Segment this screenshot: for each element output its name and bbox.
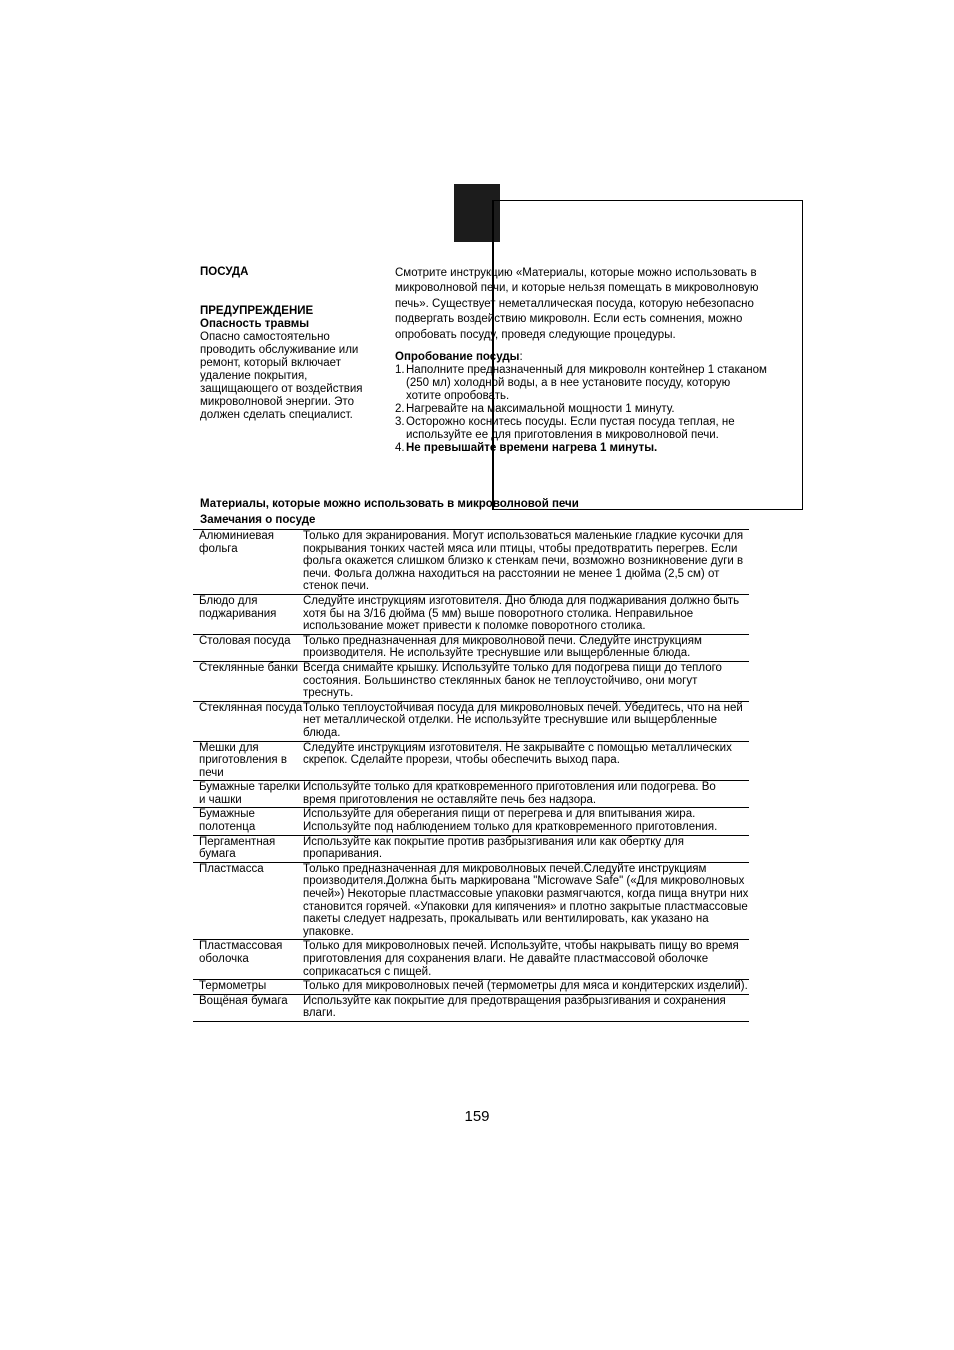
test-step-number: 1. bbox=[395, 364, 405, 377]
material-name: Вощёная бумага bbox=[199, 994, 288, 1007]
material-note: Только для микроволновых печей (термометры для мяса и кондитерских изделий). bbox=[303, 980, 748, 993]
materials-subtitle: Замечания о посуде bbox=[200, 514, 316, 526]
table-row bbox=[193, 808, 749, 835]
table-row bbox=[193, 781, 749, 808]
table-row bbox=[193, 634, 749, 661]
material-name: Мешки для приготовления в печи bbox=[199, 741, 287, 779]
material-note: Только предназначенная для микроволновых печей.Следуйте инструкциям производителя.Должна быть маркирована "Microwave Safe" («Для микроволновых печей») Некоторые пластмассовые упаковки размягчаются, когда пища внутри них становится горячей. «Упаковки для кипячения» и плотно закрытые пластмассовые пакеты следует надрезать, прокалывать или вентилировать, как указано на упаковке. bbox=[303, 862, 749, 938]
material-name: Пластмасса bbox=[199, 862, 264, 875]
table-row bbox=[193, 701, 749, 741]
material-note: Используйте только для кратковременного приготовления или подогрева. Во время приготовления не оставляйте печь без надзора. bbox=[303, 781, 716, 806]
material-note: Только для экранирования. Могут использоваться маленькие гладкие кусочки для покрывания тонких частей мяса или птицы, чтобы предотвратить перегрев. Если фольга окажется слишком близко к стенкам печи, возможно возникновение дуги в печи. Фольга должна находиться на расстоянии не менее 1 дюйма (2,5 см) от стенок печи. bbox=[303, 530, 744, 593]
material-name: Пластмассовая оболочка bbox=[199, 940, 283, 965]
section-title: ПОСУДА bbox=[200, 266, 249, 278]
material-name: Алюминиевая фольга bbox=[199, 530, 274, 555]
material-name: Бумажные полотенца bbox=[199, 808, 256, 834]
test-step-text: Не превышайте времени нагрева 1 минуты. bbox=[406, 442, 658, 455]
test-step-text: Нагревайте на максимальной мощности 1 минуту. bbox=[406, 403, 675, 416]
test-title-suffix: : bbox=[519, 351, 523, 364]
warning-text: Опасно самостоятельно проводить обслуживание или ремонт, который включает удаление покрытия, защищающего от воздействия микроволновой энергии. Это должен сделать специалист. bbox=[200, 331, 363, 421]
left-column bbox=[200, 266, 385, 422]
material-name: Блюдо для поджаривания bbox=[199, 594, 277, 620]
materials-title: Материалы, которые можно использовать в микроволновой печи bbox=[200, 498, 579, 510]
material-note: Только теплоустойчивая посуда для микроволновых печей. Убедитесь, что на ней нет металлической отделки. Не используйте треснувшие или выщербленные блюда. bbox=[303, 701, 743, 739]
material-note: Всегда снимайте крышку. Используйте только для подогрева пищи до теплого состояния. Большинство стеклянных банок не теплоустойчиво, они могут треснуть. bbox=[303, 661, 722, 700]
test-step-number: 3. bbox=[395, 416, 405, 429]
test-step-number: 4. bbox=[395, 442, 405, 455]
table-row bbox=[193, 661, 749, 701]
material-name: Термометры bbox=[199, 980, 267, 993]
material-note: Следуйте инструкциям изготовителя. Не закрывайте с помощью металлических скрепок. Сделайте прорези, чтобы обеспечить выход пара. bbox=[303, 741, 732, 767]
table-row bbox=[193, 994, 749, 1021]
table-row bbox=[193, 862, 749, 940]
table-row bbox=[193, 594, 749, 634]
intro-paragraph: Смотрите инструкцию «Материалы, которые можно использовать в микроволновой печи, и которые нельзя помещать в микроволновую печь». Существует неметаллическая посуда, которую небезопасно подвергать воздействию микроволн. Если есть сомнения, можно опробовать посуду, проведя следующие процедуры. bbox=[395, 267, 759, 341]
material-name: Стеклянные банки bbox=[199, 661, 299, 674]
material-name: Столовая посуда bbox=[199, 634, 291, 647]
material-name: Бумажные тарелки и чашки bbox=[199, 781, 301, 806]
material-note: Используйте как покрытие для предотвращения разбрызгивания и сохранения влаги. bbox=[303, 994, 726, 1020]
test-step-text: Осторожно коснитесь посуды. Если пустая посуда теплая, не используйте ее для приготовления в микроволновой печи. bbox=[406, 416, 735, 442]
table-row bbox=[193, 940, 749, 980]
page-number: 159 bbox=[464, 1108, 490, 1125]
material-note: Используйте как покрытие против разбрызгивания или как обертку для пропаривания. bbox=[303, 835, 684, 861]
materials-table bbox=[193, 529, 749, 1022]
test-step-text: Наполните предназначенный для микроволн контейнер 1 стаканом (250 мл) холодной воды, а в нее установите посуду, которую хотите опробовать. bbox=[406, 364, 767, 403]
material-note: Только для микроволновых печей. Используйте, чтобы накрывать пищу во время приготовления для сохранения влаги. Не давайте пластмассовой оболочке соприкасаться с пищей. bbox=[303, 940, 739, 978]
table-row bbox=[193, 741, 749, 781]
table-row bbox=[193, 530, 749, 595]
material-note: Используйте для оберегания пищи от перегрева и для впитывания жира. Используйте под наблюдением только для кратковременного приготовления. bbox=[303, 808, 718, 834]
material-note: Следуйте инструкциям изготовителя. Дно блюда для поджаривания должно быть хотя бы на 3/16 дюйма (5 мм) выше поворотного столика. Неправильное использование может привести к поломке поворотного столика. bbox=[303, 594, 740, 633]
test-title: Опробование посуды bbox=[395, 351, 520, 364]
warning-subtitle: Опасность травмы bbox=[200, 318, 310, 330]
material-note: Только предназначенная для микроволновой печи. Следуйте инструкциям производителя. Не используйте треснувшие или выщербленные блюда. bbox=[303, 634, 702, 660]
table-row bbox=[193, 835, 749, 862]
table-row bbox=[193, 980, 749, 995]
frame-box bbox=[492, 200, 803, 510]
warning-title: ПРЕДУПРЕЖДЕНИЕ bbox=[200, 305, 314, 317]
test-step-number: 2. bbox=[395, 403, 405, 416]
material-name: Стеклянная посуда bbox=[199, 701, 303, 714]
material-name: Пергаментная бумага bbox=[199, 835, 276, 861]
